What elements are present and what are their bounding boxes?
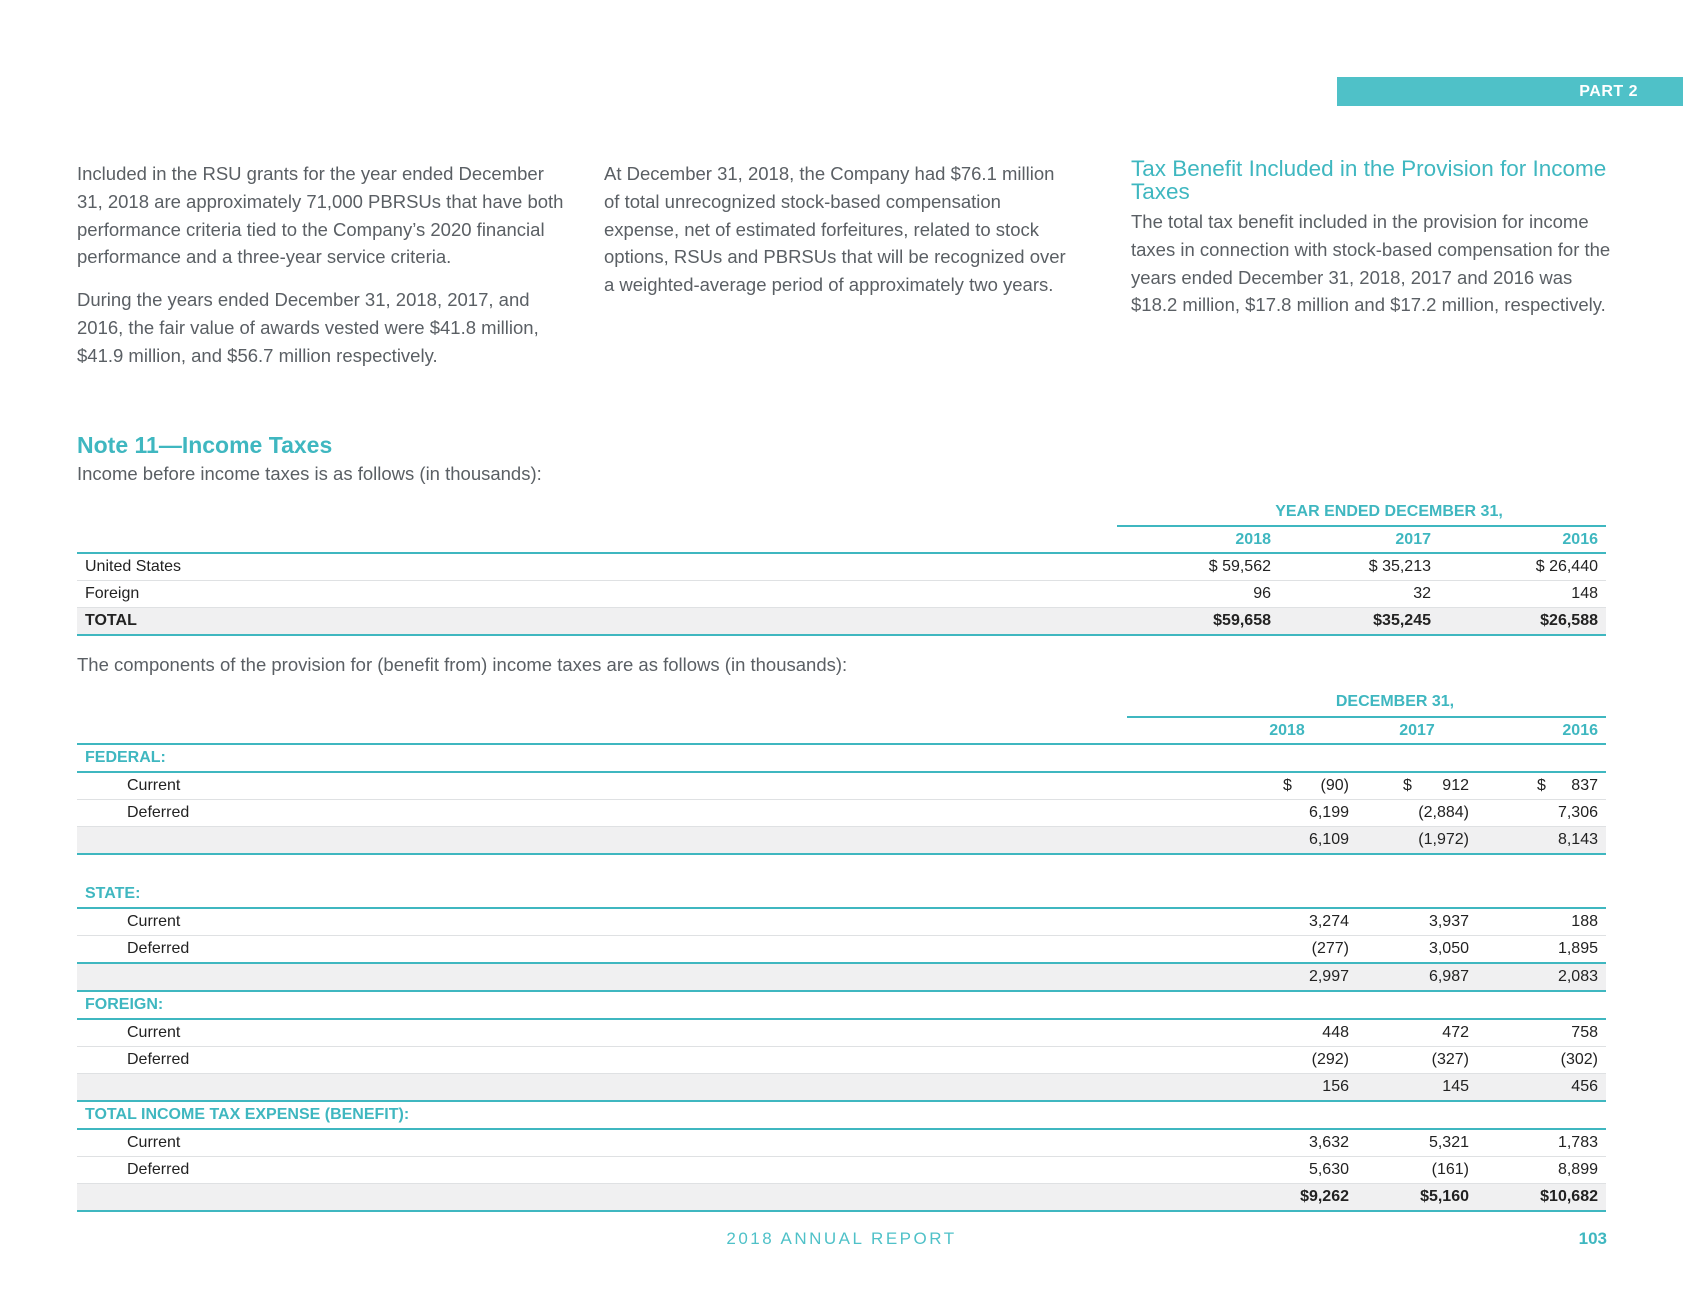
section-title: FEDERAL: bbox=[77, 744, 1606, 772]
cell: 32 bbox=[1279, 581, 1439, 608]
currency-symbol: $ bbox=[1537, 777, 1546, 794]
row-label: TOTAL bbox=[77, 608, 1117, 636]
currency-symbol: $ bbox=[1403, 777, 1412, 794]
section-state bbox=[77, 854, 1606, 908]
grand-total-row bbox=[77, 1184, 1606, 1212]
year-header: 2017 bbox=[1279, 527, 1439, 553]
row-label: Deferred bbox=[77, 1157, 1217, 1184]
section-federal bbox=[77, 744, 1606, 772]
row-label: Current bbox=[77, 1129, 1217, 1157]
cell: (327) bbox=[1357, 1047, 1477, 1074]
paragraph-unrecognized-comp: At December 31, 2018, the Company had $76.1 million of total unrecognized stock-based compensation expense, net of estimated forfeitures, related to stock options, RSUs and PBRSUs that will be recognized over a weighted-average period of approximately two years. bbox=[604, 163, 1066, 296]
cell: 3,632 bbox=[1217, 1129, 1357, 1157]
total-row bbox=[77, 608, 1606, 636]
cell: (1,972) bbox=[1357, 827, 1477, 855]
text-column-3 bbox=[1131, 157, 1611, 334]
part-tab: PART 2 bbox=[1337, 77, 1683, 106]
row-label: Deferred bbox=[77, 936, 1217, 964]
footer-report-title: 2018 ANNUAL REPORT bbox=[726, 1229, 957, 1248]
year-header: 2018 bbox=[1117, 527, 1279, 553]
table2-header-row bbox=[77, 718, 1606, 744]
cell: (302) bbox=[1477, 1047, 1606, 1074]
section-total bbox=[77, 1101, 1606, 1129]
cell: 6,199 bbox=[1217, 800, 1357, 827]
cell: (2,884) bbox=[1357, 800, 1477, 827]
section-title: STATE: bbox=[77, 854, 1606, 908]
subtotal-row bbox=[77, 827, 1606, 855]
table-row bbox=[77, 936, 1606, 964]
cell: 5,630 bbox=[1217, 1157, 1357, 1184]
cell: $ 837 bbox=[1477, 772, 1606, 800]
row-label: United States bbox=[77, 553, 1117, 581]
cell: 7,306 bbox=[1477, 800, 1606, 827]
table-row bbox=[77, 800, 1606, 827]
cell: $10,682 bbox=[1477, 1184, 1606, 1212]
cell: 148 bbox=[1439, 581, 1606, 608]
cell: $26,588 bbox=[1439, 608, 1606, 636]
cell: 96 bbox=[1117, 581, 1279, 608]
section-title: FOREIGN: bbox=[77, 991, 1606, 1019]
table-row bbox=[77, 772, 1606, 800]
cell: 456 bbox=[1477, 1074, 1606, 1102]
cell: 3,050 bbox=[1357, 936, 1477, 964]
cell: $ 35,213 bbox=[1279, 553, 1439, 581]
subtotal-row bbox=[77, 1074, 1606, 1102]
cell: $ (90) bbox=[1217, 772, 1357, 800]
section-title: TOTAL INCOME TAX EXPENSE (BENEFIT): bbox=[77, 1101, 1606, 1129]
cell: 448 bbox=[1217, 1019, 1357, 1047]
cell: 758 bbox=[1477, 1019, 1606, 1047]
income-before-taxes-table bbox=[77, 527, 1606, 636]
row-label: Deferred bbox=[77, 800, 1217, 827]
cell: 6,987 bbox=[1357, 963, 1477, 991]
cell: 8,143 bbox=[1477, 827, 1606, 855]
table-row bbox=[77, 1019, 1606, 1047]
table1-header-row bbox=[77, 527, 1606, 553]
subtotal-row bbox=[77, 963, 1606, 991]
table-row bbox=[77, 1157, 1606, 1184]
table-row bbox=[77, 1047, 1606, 1074]
year-header: 2018 bbox=[1217, 718, 1357, 744]
cell: 6,109 bbox=[1217, 827, 1357, 855]
cell: $35,245 bbox=[1279, 608, 1439, 636]
cell: $ 26,440 bbox=[1439, 553, 1606, 581]
section-foreign bbox=[77, 991, 1606, 1019]
year-header: 2017 bbox=[1357, 718, 1477, 744]
paragraph-tax-benefit: The total tax benefit included in the provision for income taxes in connection with stock-based compensation for the years ended December 31, 2018, 2017 and 2016 was $18.2 million, $17.8 million and $17.2 million, respectively. bbox=[1131, 211, 1611, 316]
text-column-1 bbox=[77, 160, 567, 385]
cell: (161) bbox=[1357, 1157, 1477, 1184]
table-row bbox=[77, 581, 1606, 608]
cell: 1,895 bbox=[1477, 936, 1606, 964]
cell: 472 bbox=[1357, 1019, 1477, 1047]
row-label: Current bbox=[77, 908, 1217, 936]
paragraph-fair-value: During the years ended December 31, 2018, 2017, and 2016, the fair value of awards vested were $41.8 million, $41.9 million, and $56.7 million respectively. bbox=[77, 289, 539, 366]
provision-intro: The components of the provision for (benefit from) income taxes are as follows (in thousands): bbox=[77, 654, 848, 675]
cell: 3,937 bbox=[1357, 908, 1477, 936]
cell: 5,321 bbox=[1357, 1129, 1477, 1157]
currency-symbol: $ bbox=[1283, 777, 1292, 794]
row-label: Current bbox=[77, 772, 1217, 800]
table1-caption: YEAR ENDED DECEMBER 31, bbox=[1275, 503, 1503, 520]
cell: 156 bbox=[1217, 1074, 1357, 1102]
note-title: Note 11—Income Taxes bbox=[77, 432, 333, 458]
year-header: 2016 bbox=[1477, 718, 1606, 744]
table-row bbox=[77, 908, 1606, 936]
cell: (292) bbox=[1217, 1047, 1357, 1074]
cell: $ 59,562 bbox=[1117, 553, 1279, 581]
cell: $9,262 bbox=[1217, 1184, 1357, 1212]
year-header: 2016 bbox=[1439, 527, 1606, 553]
cell: $59,658 bbox=[1117, 608, 1279, 636]
cell: 3,274 bbox=[1217, 908, 1357, 936]
cell: 145 bbox=[1357, 1074, 1477, 1102]
paragraph-rsu-grants: Included in the RSU grants for the year ended December 31, 2018 are approximately 71,000 PBRSUs that have both performance criteria tied to the Company’s 2020 financial performance and a three-year service criteria. bbox=[77, 163, 564, 268]
cell: $ 912 bbox=[1357, 772, 1477, 800]
cell: 1,783 bbox=[1477, 1129, 1606, 1157]
tax-benefit-heading: Tax Benefit Included in the Provision for Income Taxes bbox=[1131, 156, 1607, 204]
cell: 8,899 bbox=[1477, 1157, 1606, 1184]
cell: 188 bbox=[1477, 908, 1606, 936]
row-label: Current bbox=[77, 1019, 1217, 1047]
table-row bbox=[77, 553, 1606, 581]
income-intro: Income before income taxes is as follows (in thousands): bbox=[77, 463, 542, 484]
row-label: Deferred bbox=[77, 1047, 1217, 1074]
row-label: Foreign bbox=[77, 581, 1117, 608]
table2-caption: DECEMBER 31, bbox=[1335, 693, 1455, 710]
cell: (277) bbox=[1217, 936, 1357, 964]
cell: 2,083 bbox=[1477, 963, 1606, 991]
provision-table bbox=[77, 718, 1606, 1212]
cell: 2,997 bbox=[1217, 963, 1357, 991]
text-column-2 bbox=[604, 160, 1074, 314]
cell: $5,160 bbox=[1357, 1184, 1477, 1212]
table-row bbox=[77, 1129, 1606, 1157]
page-number: 103 bbox=[1578, 1229, 1607, 1248]
